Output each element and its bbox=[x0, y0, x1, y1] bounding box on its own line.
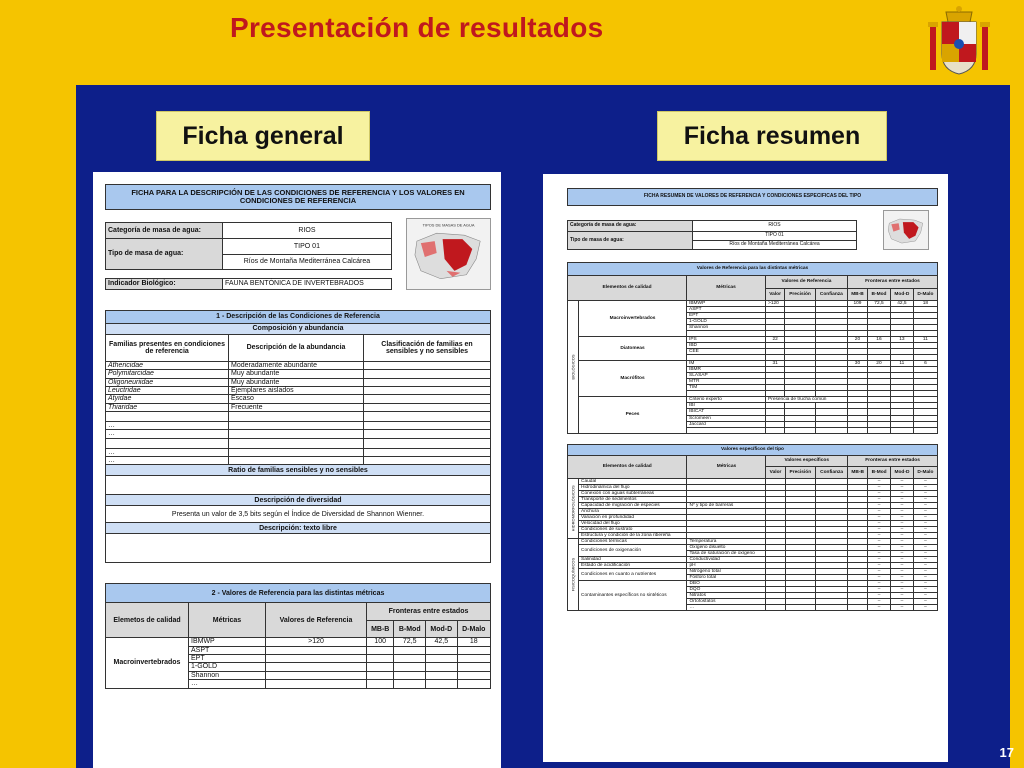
general-section2-table: 2 - Valores de Referencia para las distintas métricas Elemetos de calidad Métricas Valores de Referencia Fronteras entre estados MB-B B-Mod Mod-D D-Malo Macroinvertebrados IBMWP >120 100 72,5 42,5 18 ASPT EPT 1-GOLD Shannon … bbox=[105, 583, 491, 688]
map-title: TIPOS DE MASAS DE AGUA bbox=[422, 222, 475, 228]
col-boundaries: Fronteras entre estados bbox=[367, 603, 491, 621]
resumen-specific-table: Valores específicos del tipo Elementos de calidad Métricas Valores específicos Fronteras entre estados Valor Precisión Confianza MB-B B-Mod Mod-D D-Malo HIDROMORFOLÓGICOS Caudal – – – Hidrodinámica del flujo – – – Conexión con aguas subterráneas – – – Transporte de sedimentos – – – Capacidad de migración de especies Nº y tipo de barreras – – – Anchura – – – Variación en profundidad – – – Velocidad del flujo – – – Condiciones de sustrato – – – Estructura y condición de la zona ribereña – – – FISICOQUÍMICOS Condiciones térmicas Temperatura – – – Condiciones de oxigenación Oxígeno disuelto – – – Tasa de saturación de oxígeno – – – Salinidad Conductividad – – – Estado de acidificación pH – – – Condiciones en cuanto a nutrientes Nitrógeno total – – – Fósforo total – – – Contaminantes específicos no sintéticos DBO – – – DQO – – – Nitratos – – – Ortofosfatos – – – … – – – bbox=[567, 444, 938, 612]
col-families: Familias presentes en condiciones de referencia bbox=[106, 335, 229, 362]
resumen-metrics-table: Valores de Referencia para las distintas métricas Elementos de calidad Métricas Valores de Referencia Fronteras entre estados Valor Precisión Confianza MB-B B-Mod Mod-D D-Malo BIOLÓGICOS Macroinvertebrados IBMWP >120 109 72,5 42,5 18 ASPT EPT 1-GOLD Shannon Diatomeas IPS 22 20 16 13 11 IBD CEE Macrófitos IM 31 30 20 11 6 IBMR SLASAP MTR TIM Peces Criterio experto Presencia de trucha común IBI IBICAT Scromeen Jaccard bbox=[567, 262, 938, 434]
table-row: Peces Criterio experto Presencia de trucha común bbox=[568, 397, 938, 403]
table-row: Atyidae Escaso bbox=[106, 395, 491, 403]
table-row: Shannon bbox=[568, 325, 938, 331]
table-row: Condiciones en cuanto a nutrientes Nitrógeno total – – – bbox=[568, 569, 938, 575]
table-row: Scromeen bbox=[568, 415, 938, 421]
biologicos-label: BIOLÓGICOS bbox=[568, 301, 579, 434]
general-type-table bbox=[105, 222, 392, 290]
general-heading: FICHA PARA LA DESCRIPCIÓN DE LAS CONDICIONES DE REFERENCIA Y LOS VALORES EN CONDICIONES DE REFERENCIA bbox=[106, 185, 491, 210]
table-row: Salinidad Conductividad – – – bbox=[568, 556, 938, 562]
indicator-label: Indicador Biológico: bbox=[106, 279, 223, 290]
ficha-general-label: Ficha general bbox=[156, 111, 370, 161]
section2-title: 2 - Valores de Referencia para las distintas métricas bbox=[106, 584, 491, 603]
table-row: FISICOQUÍMICOS Condiciones térmicas Temperatura – – – bbox=[568, 538, 938, 544]
col-metrics: Métricas bbox=[189, 603, 266, 638]
table-row: ASPT bbox=[106, 646, 491, 654]
macroinvertebrados-cell: Macroinvertebrados bbox=[106, 638, 189, 688]
table-row: Anchura – – – bbox=[568, 508, 938, 514]
table-row: Fósforo total – – – bbox=[568, 575, 938, 581]
table-row: … bbox=[106, 430, 491, 438]
table-row: Contaminantes específicos no sintéticos DBO – – – bbox=[568, 581, 938, 587]
table-row: ASPT bbox=[568, 307, 938, 313]
table-row: Ortofosfatos – – – bbox=[568, 599, 938, 605]
spain-map-thumbnail bbox=[406, 218, 491, 290]
table-row: DQO – – – bbox=[568, 587, 938, 593]
table-row: MTR bbox=[568, 379, 938, 385]
table-row: IBI bbox=[568, 403, 938, 409]
table-row: … bbox=[106, 680, 491, 688]
col-abundance: Descripción de la abundancia bbox=[229, 335, 364, 362]
ficha-general-document bbox=[93, 172, 501, 768]
table-row: … bbox=[106, 448, 491, 456]
table-row: Velocidad del flujo – – – bbox=[568, 520, 938, 526]
table-row: Macroinvertebrados IBMWP >120 100 72,5 42,5 18 bbox=[106, 638, 491, 646]
table-row: 1-GOLD bbox=[106, 663, 491, 671]
table-row: Leuctridae Ejemplares aislados bbox=[106, 387, 491, 395]
composition-title: Composición y abundancia bbox=[106, 324, 491, 335]
page-number: 17 bbox=[999, 745, 1014, 760]
resumen-heading: FICHA RESUMEN DE VALORES DE REFERENCIA Y CONDICIONES ESPECIFICAS DEL TIPO bbox=[568, 189, 938, 206]
table-row: Estado de acidificación pH – – – bbox=[568, 563, 938, 569]
table-row: Jaccard bbox=[568, 421, 938, 427]
general-section1-table bbox=[105, 310, 491, 563]
section1-title: 1 - Descripción de las Condiciones de Referencia bbox=[106, 311, 491, 324]
table-row: Transporte de sedimentos – – – bbox=[568, 496, 938, 502]
coat-of-arms-icon bbox=[924, 4, 994, 76]
col-quality-elements: Elemetos de calidad bbox=[106, 603, 189, 638]
general-heading-table bbox=[105, 184, 491, 210]
table-row: Shannon bbox=[106, 671, 491, 679]
diversity-title: Descripción de diversidad bbox=[106, 495, 491, 506]
table-row: … bbox=[106, 457, 491, 465]
free-text-title: Descripción: texto libre bbox=[106, 523, 491, 534]
resumen-heading-table bbox=[567, 188, 938, 206]
slide-title: Presentación de resultados bbox=[230, 12, 604, 43]
table-row bbox=[106, 438, 491, 448]
table-row: … – – – bbox=[568, 605, 938, 611]
table-row: Nitratos – – – bbox=[568, 593, 938, 599]
ficha-resumen-document bbox=[543, 174, 948, 762]
table-row: Hidrodinámica del flujo – – – bbox=[568, 484, 938, 490]
table-row: Variación en profundidad – – – bbox=[568, 514, 938, 520]
type-value-1: TIPO 01 bbox=[223, 239, 392, 255]
table-row: … bbox=[106, 422, 491, 430]
table-row: Diatomeas IPS 22 20 16 13 11 bbox=[568, 337, 938, 343]
table-row: TIM bbox=[568, 385, 938, 391]
indicator-value: FAUNA BENTÓNICA DE INVERTEBRADOS bbox=[223, 279, 392, 290]
table-row: Capacidad de migración de especies Nº y tipo de barreras – – – bbox=[568, 502, 938, 508]
ficha-resumen-label: Ficha resumen bbox=[657, 111, 887, 161]
table-row bbox=[106, 412, 491, 422]
category-label: Categoría de masa de agua: bbox=[106, 223, 223, 239]
ratio-title: Ratio de familias sensibles y no sensibles bbox=[106, 465, 491, 476]
col-reference-values: Valores de Referencia bbox=[266, 603, 367, 638]
diversity-text: Presenta un valor de 3,5 bits según el Índice de Diversidad de Shannon Wienner. bbox=[106, 506, 491, 523]
table-row: EPT bbox=[106, 655, 491, 663]
table-row: CEE bbox=[568, 349, 938, 355]
resumen-type-table: Categoría de masa de agua: RIOS Tipo de masa de agua: TIPO 01 Ríos de Montaña Mediterránea Calcárea bbox=[567, 220, 857, 250]
table-row: IBMR bbox=[568, 367, 938, 373]
table-row: 1-GOLD bbox=[568, 319, 938, 325]
table-row: BIOLÓGICOS Macroinvertebrados IBMWP >120 109 72,5 42,5 18 bbox=[568, 301, 938, 307]
table-row: Polymitarcidae Muy abundante bbox=[106, 370, 491, 378]
table-row: SLASAP bbox=[568, 373, 938, 379]
table-row: Thiaridae Frecuente bbox=[106, 403, 491, 411]
category-value: RIOS bbox=[223, 223, 392, 239]
table-row: Athericidae Moderadamente abundante bbox=[106, 362, 491, 370]
table-row: Conexión con aguas subterráneas – – – bbox=[568, 490, 938, 496]
table-row: Condiciones de oxigenación Oxígeno disuelto – – – bbox=[568, 544, 938, 550]
col-classification: Clasificación de familias en sensibles y no sensibles bbox=[364, 335, 491, 362]
table-row: IBICAT bbox=[568, 409, 938, 415]
table-row: Tasa de saturación de oxígeno – – – bbox=[568, 550, 938, 556]
type-label: Tipo de masa de agua: bbox=[106, 239, 223, 270]
spain-map-thumbnail-small bbox=[883, 210, 929, 250]
table-row: Estructura y condición de la zona ribereña – – – bbox=[568, 532, 938, 538]
table-row: IBD bbox=[568, 343, 938, 349]
table-row: Oligoneuriidae Muy abundante bbox=[106, 378, 491, 386]
table-row: HIDROMORFOLÓGICOS Caudal – – – bbox=[568, 478, 938, 484]
type-value-2: Ríos de Montaña Mediterránea Calcárea bbox=[223, 254, 392, 270]
table-row: EPT bbox=[568, 313, 938, 319]
table-row: Condiciones de sustrato – – – bbox=[568, 526, 938, 532]
table-row: Macrófitos IM 31 30 20 11 6 bbox=[568, 361, 938, 367]
